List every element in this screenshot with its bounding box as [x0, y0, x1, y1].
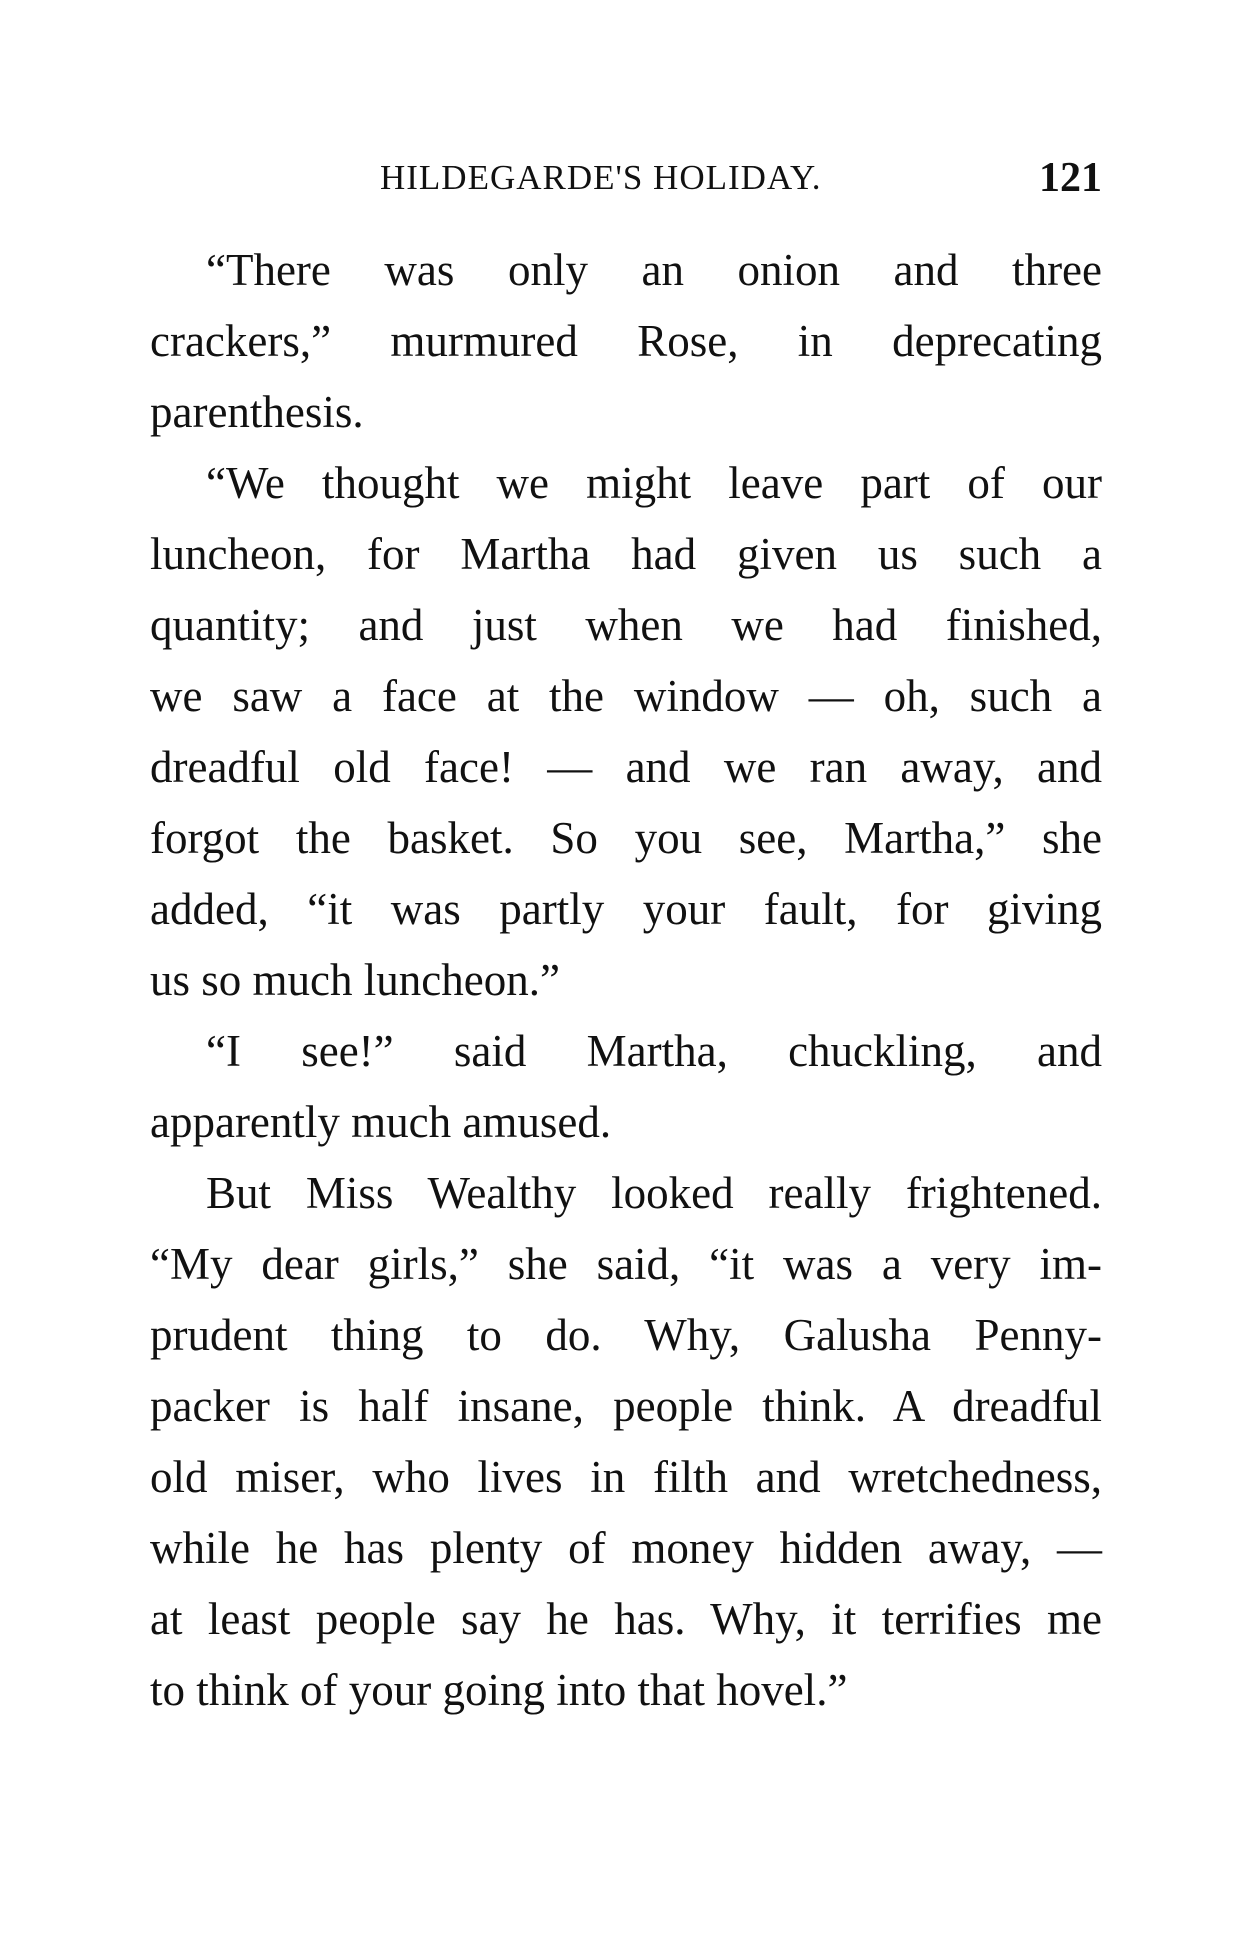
- running-title: HILDEGARDE'S HOLIDAY.: [380, 158, 822, 197]
- text-line: apparently much amused.: [150, 1097, 612, 1147]
- text-line: old miser, who lives in filth and wretchedness,: [150, 1452, 1102, 1502]
- text-line: while he has plenty of money hidden away, —: [150, 1523, 1102, 1573]
- text-line: “My dear girls,” she said, “it was a very im-: [150, 1239, 1102, 1289]
- text-line: quantity; and just when we had finished,: [150, 600, 1102, 650]
- text-line: at least people say he has. Why, it terrifies me: [150, 1594, 1102, 1644]
- text-line: “I see!” said Martha, chuckling, and: [206, 1026, 1102, 1076]
- page-number: 121: [1039, 155, 1102, 201]
- text-line: we saw a face at the window — oh, such a: [150, 671, 1102, 721]
- text-line: added, “it was partly your fault, for giving: [150, 884, 1102, 934]
- text-line: crackers,” murmured Rose, in deprecating: [150, 316, 1102, 366]
- text-line: luncheon, for Martha had given us such a: [150, 529, 1102, 579]
- running-head: [150, 155, 1102, 208]
- text-line: us so much luncheon.”: [150, 955, 560, 1005]
- text-line: “There was only an onion and three: [206, 245, 1102, 295]
- text-line: prudent thing to do. Why, Galusha Penny-: [150, 1310, 1102, 1360]
- text-line: to think of your going into that hovel.”: [150, 1665, 848, 1715]
- text-line: But Miss Wealthy looked really frightened.: [206, 1168, 1102, 1218]
- text-line: packer is half insane, people think. A dreadful: [150, 1381, 1102, 1431]
- body-text: [150, 235, 1102, 1726]
- text-line: parenthesis.: [150, 387, 364, 437]
- text-line: forgot the basket. So you see, Martha,” she: [150, 813, 1102, 863]
- text-line: “We thought we might leave part of our: [206, 458, 1102, 508]
- text-line: dreadful old face! — and we ran away, and: [150, 742, 1102, 792]
